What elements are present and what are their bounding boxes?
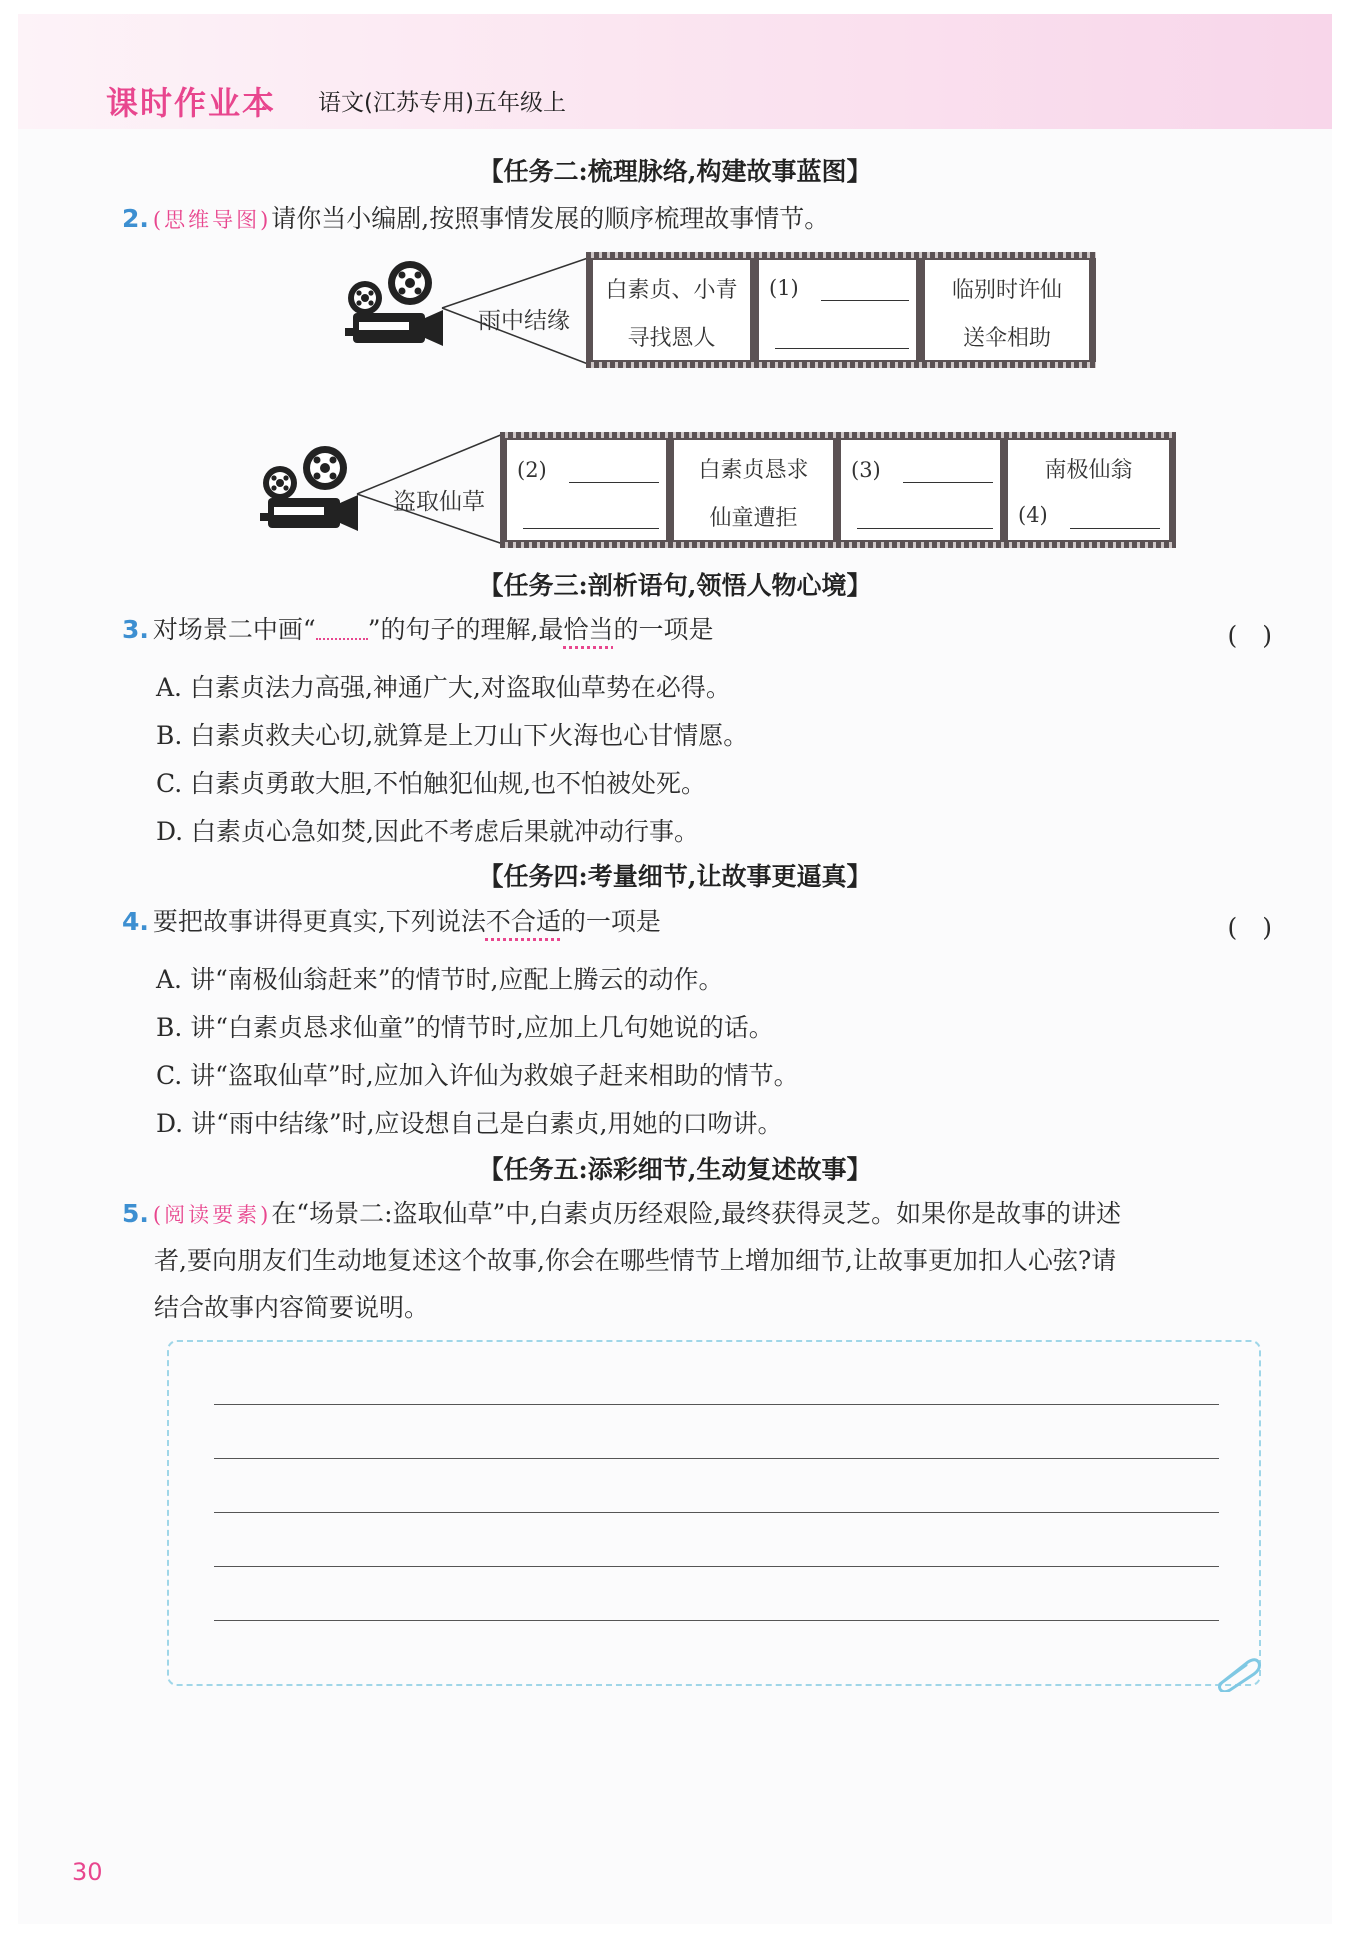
- wavy-underline-mark: [316, 624, 368, 640]
- task-five-heading: 【任务五:添彩细节,生动复述故事】: [478, 1155, 872, 1184]
- task-three-heading: 【任务三:剖析语句,领悟人物心境】: [478, 571, 872, 600]
- frame-text: 南极仙翁: [1044, 458, 1133, 483]
- scene-label-2: 盗取仙草: [393, 489, 485, 515]
- emphasis-dots: 恰当: [563, 615, 614, 644]
- question-number: 3.: [122, 615, 149, 644]
- answer-line[interactable]: [821, 300, 909, 301]
- question-text: 请你当小编剧,按照事情发展的顺序梳理故事情节。: [271, 204, 830, 233]
- option-c[interactable]: C. 白素贞勇敢大胆,不怕触犯仙规,也不怕被处死。: [156, 769, 707, 798]
- question-text: 的一项是: [560, 907, 661, 936]
- question-text: 的一项是: [613, 615, 714, 644]
- writing-line[interactable]: [214, 1566, 1219, 1567]
- writing-line[interactable]: [214, 1458, 1219, 1459]
- question-text: 对场景二中画“: [152, 615, 316, 644]
- brand-title: 课时作业本: [106, 84, 277, 122]
- blank-number: (2): [517, 458, 547, 482]
- task-four-heading: 【任务四:考量细节,让故事更逼真】: [478, 862, 872, 891]
- question-3: [122, 606, 713, 653]
- question-2: [122, 195, 829, 244]
- film2-frame-3: [841, 440, 1000, 540]
- writing-line[interactable]: [214, 1620, 1219, 1621]
- film2-frame-2: [674, 440, 833, 540]
- question-text: ”的句子的理解,最: [367, 615, 564, 644]
- question-text: 在“场景二:盗取仙草”中,白素贞历经艰险,最终获得灵芝。如果你是故事的讲述: [271, 1199, 1122, 1228]
- option-a[interactable]: A. 白素贞法力高强,神通广大,对盗取仙草势在必得。: [156, 673, 731, 702]
- answer-line[interactable]: [569, 482, 659, 483]
- emphasis-dots: 不合适: [485, 907, 561, 936]
- option-c[interactable]: C. 讲“盗取仙草”时,应加入许仙为救娘子赶来相助的情节。: [156, 1061, 799, 1090]
- book-subtitle: 语文(江苏专用)五年级上: [318, 90, 566, 116]
- question-5: [122, 1190, 1121, 1239]
- film2-frame-4: [1008, 440, 1169, 540]
- writing-line[interactable]: [214, 1512, 1219, 1513]
- film2-frame-1: [507, 440, 666, 540]
- option-b[interactable]: B. 白素贞救夫心切,就算是上刀山下火海也心甘情愿。: [156, 721, 749, 750]
- question-number: 5.: [122, 1199, 149, 1228]
- answer-paren[interactable]: ( ): [1227, 913, 1272, 942]
- question-4: [122, 898, 661, 945]
- question-tag: (阅读要素): [152, 1203, 272, 1227]
- frame-text: 仙童遭拒: [709, 506, 798, 531]
- page-number: 30: [72, 1858, 103, 1886]
- film-camera-icon: [343, 258, 448, 353]
- answer-line[interactable]: [523, 528, 659, 529]
- answer-paren[interactable]: ( ): [1227, 621, 1272, 650]
- frame-text: 送伞相助: [962, 326, 1051, 351]
- question-text: 要把故事讲得更真实,下列说法: [152, 907, 486, 936]
- answer-line[interactable]: [1070, 528, 1160, 529]
- question-number: 2.: [122, 204, 149, 233]
- option-d[interactable]: D. 讲“雨中结缘”时,应设想自己是白素贞,用她的口吻讲。: [156, 1109, 783, 1138]
- question-tag: (思维导图): [152, 208, 272, 232]
- question-5-line-3: 结合故事内容简要说明。: [154, 1293, 430, 1322]
- film1-frame-2: [759, 260, 916, 360]
- answer-line[interactable]: [775, 348, 909, 349]
- blank-number: (1): [769, 276, 799, 300]
- scene-label-1: 雨中结缘: [478, 308, 570, 334]
- frame-text: 白素贞、小青: [605, 278, 738, 303]
- frame-text: 临别时许仙: [951, 278, 1062, 303]
- option-a[interactable]: A. 讲“南极仙翁赶来”的情节时,应配上腾云的动作。: [156, 965, 724, 994]
- answer-line[interactable]: [903, 482, 993, 483]
- film1-frame-3: [925, 260, 1089, 360]
- task-two-heading: 【任务二:梳理脉络,构建故事蓝图】: [478, 157, 872, 186]
- frame-text: 白素贞恳求: [698, 458, 809, 483]
- blank-number: (4): [1018, 503, 1048, 527]
- option-b[interactable]: B. 讲“白素贞恳求仙童”的情节时,应加上几句她说的话。: [156, 1013, 774, 1042]
- answer-line[interactable]: [857, 528, 993, 529]
- paperclip-icon: [1212, 1652, 1262, 1692]
- blank-number: (3): [851, 458, 881, 482]
- option-d[interactable]: D. 白素贞心急如焚,因此不考虑后果就冲动行事。: [156, 817, 699, 846]
- film-camera-icon: [258, 443, 363, 538]
- film1-frame-1: [593, 260, 750, 360]
- writing-line[interactable]: [214, 1404, 1219, 1405]
- answer-box[interactable]: [167, 1340, 1261, 1686]
- question-number: 4.: [122, 907, 149, 936]
- frame-text: 寻找恩人: [627, 326, 716, 351]
- question-5-line-2: 者,要向朋友们生动地复述这个故事,你会在哪些情节上增加细节,让故事更加扣人心弦?请: [154, 1246, 1117, 1275]
